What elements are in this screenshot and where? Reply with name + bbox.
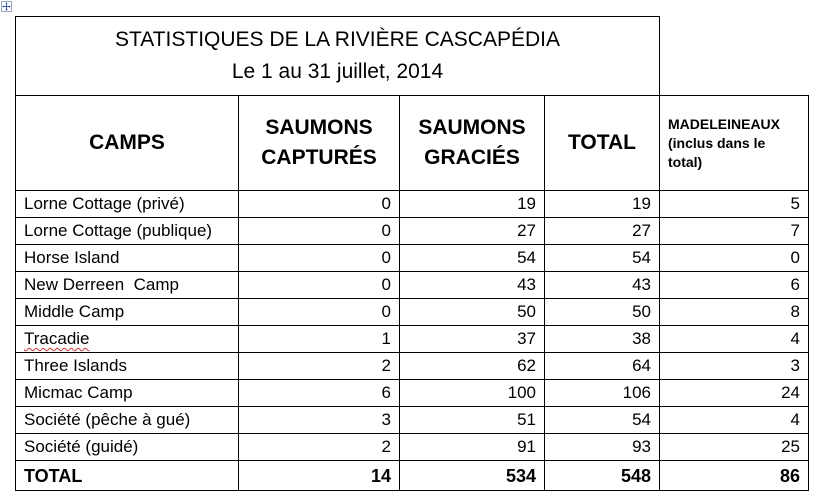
gracies-value: 27 (400, 218, 545, 245)
total-value: 19 (545, 191, 660, 218)
table-row (16, 407, 809, 434)
header-row (16, 96, 809, 191)
header-madeleineaux (660, 96, 809, 191)
table-row (16, 272, 809, 299)
camp-name: New Derreen Camp (16, 272, 239, 299)
totals-total: 548 (545, 461, 660, 491)
header-gracies-line-1: SAUMONS (418, 116, 526, 139)
madeleineaux-value: 25 (660, 434, 809, 461)
table-row (16, 245, 809, 272)
gracies-value: 91 (400, 434, 545, 461)
title-line-2: Le 1 au 31 juillet, 2014 (231, 60, 444, 83)
total-value: 106 (545, 380, 660, 407)
camp-name: Micmac Camp (16, 380, 239, 407)
madeleineaux-value: 6 (660, 272, 809, 299)
header-madeleineaux-line-2: (inclus dans le (668, 134, 766, 151)
madeleineaux-value: 24 (660, 380, 809, 407)
totals-captures: 14 (239, 461, 400, 491)
gracies-value: 62 (400, 353, 545, 380)
total-value: 64 (545, 353, 660, 380)
gracies-value: 100 (400, 380, 545, 407)
header-camps: CAMPS (16, 96, 239, 191)
camp-name: Société (guidé) (16, 434, 239, 461)
table-row (16, 299, 809, 326)
header-total: TOTAL (545, 96, 660, 191)
header-captures-line-1: SAUMONS (265, 116, 373, 139)
captures-value: 0 (239, 218, 400, 245)
table-row (16, 191, 809, 218)
table-move-handle-icon[interactable] (1, 1, 12, 12)
totals-label: TOTAL (16, 461, 239, 491)
captures-value: 0 (239, 272, 400, 299)
header-captures-line-2: CAPTURÉS (261, 146, 377, 169)
table-row (16, 218, 809, 245)
total-value: 38 (545, 326, 660, 353)
madeleineaux-value: 4 (660, 326, 809, 353)
gracies-value: 19 (400, 191, 545, 218)
madeleineaux-value: 7 (660, 218, 809, 245)
header-gracies (400, 96, 545, 191)
header-gracies-line-2: GRACIÉS (424, 146, 520, 169)
camp-name: Horse Island (16, 245, 239, 272)
statistics-table (15, 16, 809, 491)
table-row (16, 380, 809, 407)
header-madeleineaux-line-1: MADELEINEAUX (668, 115, 781, 132)
total-value: 50 (545, 299, 660, 326)
table-row (16, 326, 809, 353)
total-value: 27 (545, 218, 660, 245)
gracies-value: 51 (400, 407, 545, 434)
title-row (16, 17, 809, 96)
captures-value: 3 (239, 407, 400, 434)
totals-madeleineaux: 86 (660, 461, 809, 491)
gracies-value: 37 (400, 326, 545, 353)
total-value: 93 (545, 434, 660, 461)
camp-name: Middle Camp (16, 299, 239, 326)
madeleineaux-value: 4 (660, 407, 809, 434)
gracies-value: 54 (400, 245, 545, 272)
captures-value: 0 (239, 245, 400, 272)
total-value: 43 (545, 272, 660, 299)
total-value: 54 (545, 245, 660, 272)
title-line-1: STATISTIQUES DE LA RIVIÈRE CASCAPÉDIA (115, 28, 560, 51)
captures-value: 0 (239, 191, 400, 218)
madeleineaux-value: 0 (660, 245, 809, 272)
madeleineaux-value: 5 (660, 191, 809, 218)
empty-corner-cell (660, 17, 809, 96)
captures-value: 6 (239, 380, 400, 407)
camp-name: Three Islands (16, 353, 239, 380)
captures-value: 2 (239, 434, 400, 461)
camp-name: Lorne Cottage (publique) (16, 218, 239, 245)
spellcheck-flagged-word[interactable]: Tracadie (24, 329, 90, 348)
gracies-value: 50 (400, 299, 545, 326)
total-value: 54 (545, 407, 660, 434)
camp-name: Société (pêche à gué) (16, 407, 239, 434)
gracies-value: 43 (400, 272, 545, 299)
captures-value: 1 (239, 326, 400, 353)
captures-value: 0 (239, 299, 400, 326)
table-row (16, 353, 809, 380)
table-row (16, 434, 809, 461)
captures-value: 2 (239, 353, 400, 380)
header-captures (239, 96, 400, 191)
table-title (16, 17, 660, 96)
totals-gracies: 534 (400, 461, 545, 491)
madeleineaux-value: 3 (660, 353, 809, 380)
camp-name-cell (16, 326, 239, 353)
camp-name: Lorne Cottage (privé) (16, 191, 239, 218)
totals-row (16, 461, 809, 491)
madeleineaux-value: 8 (660, 299, 809, 326)
header-madeleineaux-line-3: total) (668, 153, 703, 170)
